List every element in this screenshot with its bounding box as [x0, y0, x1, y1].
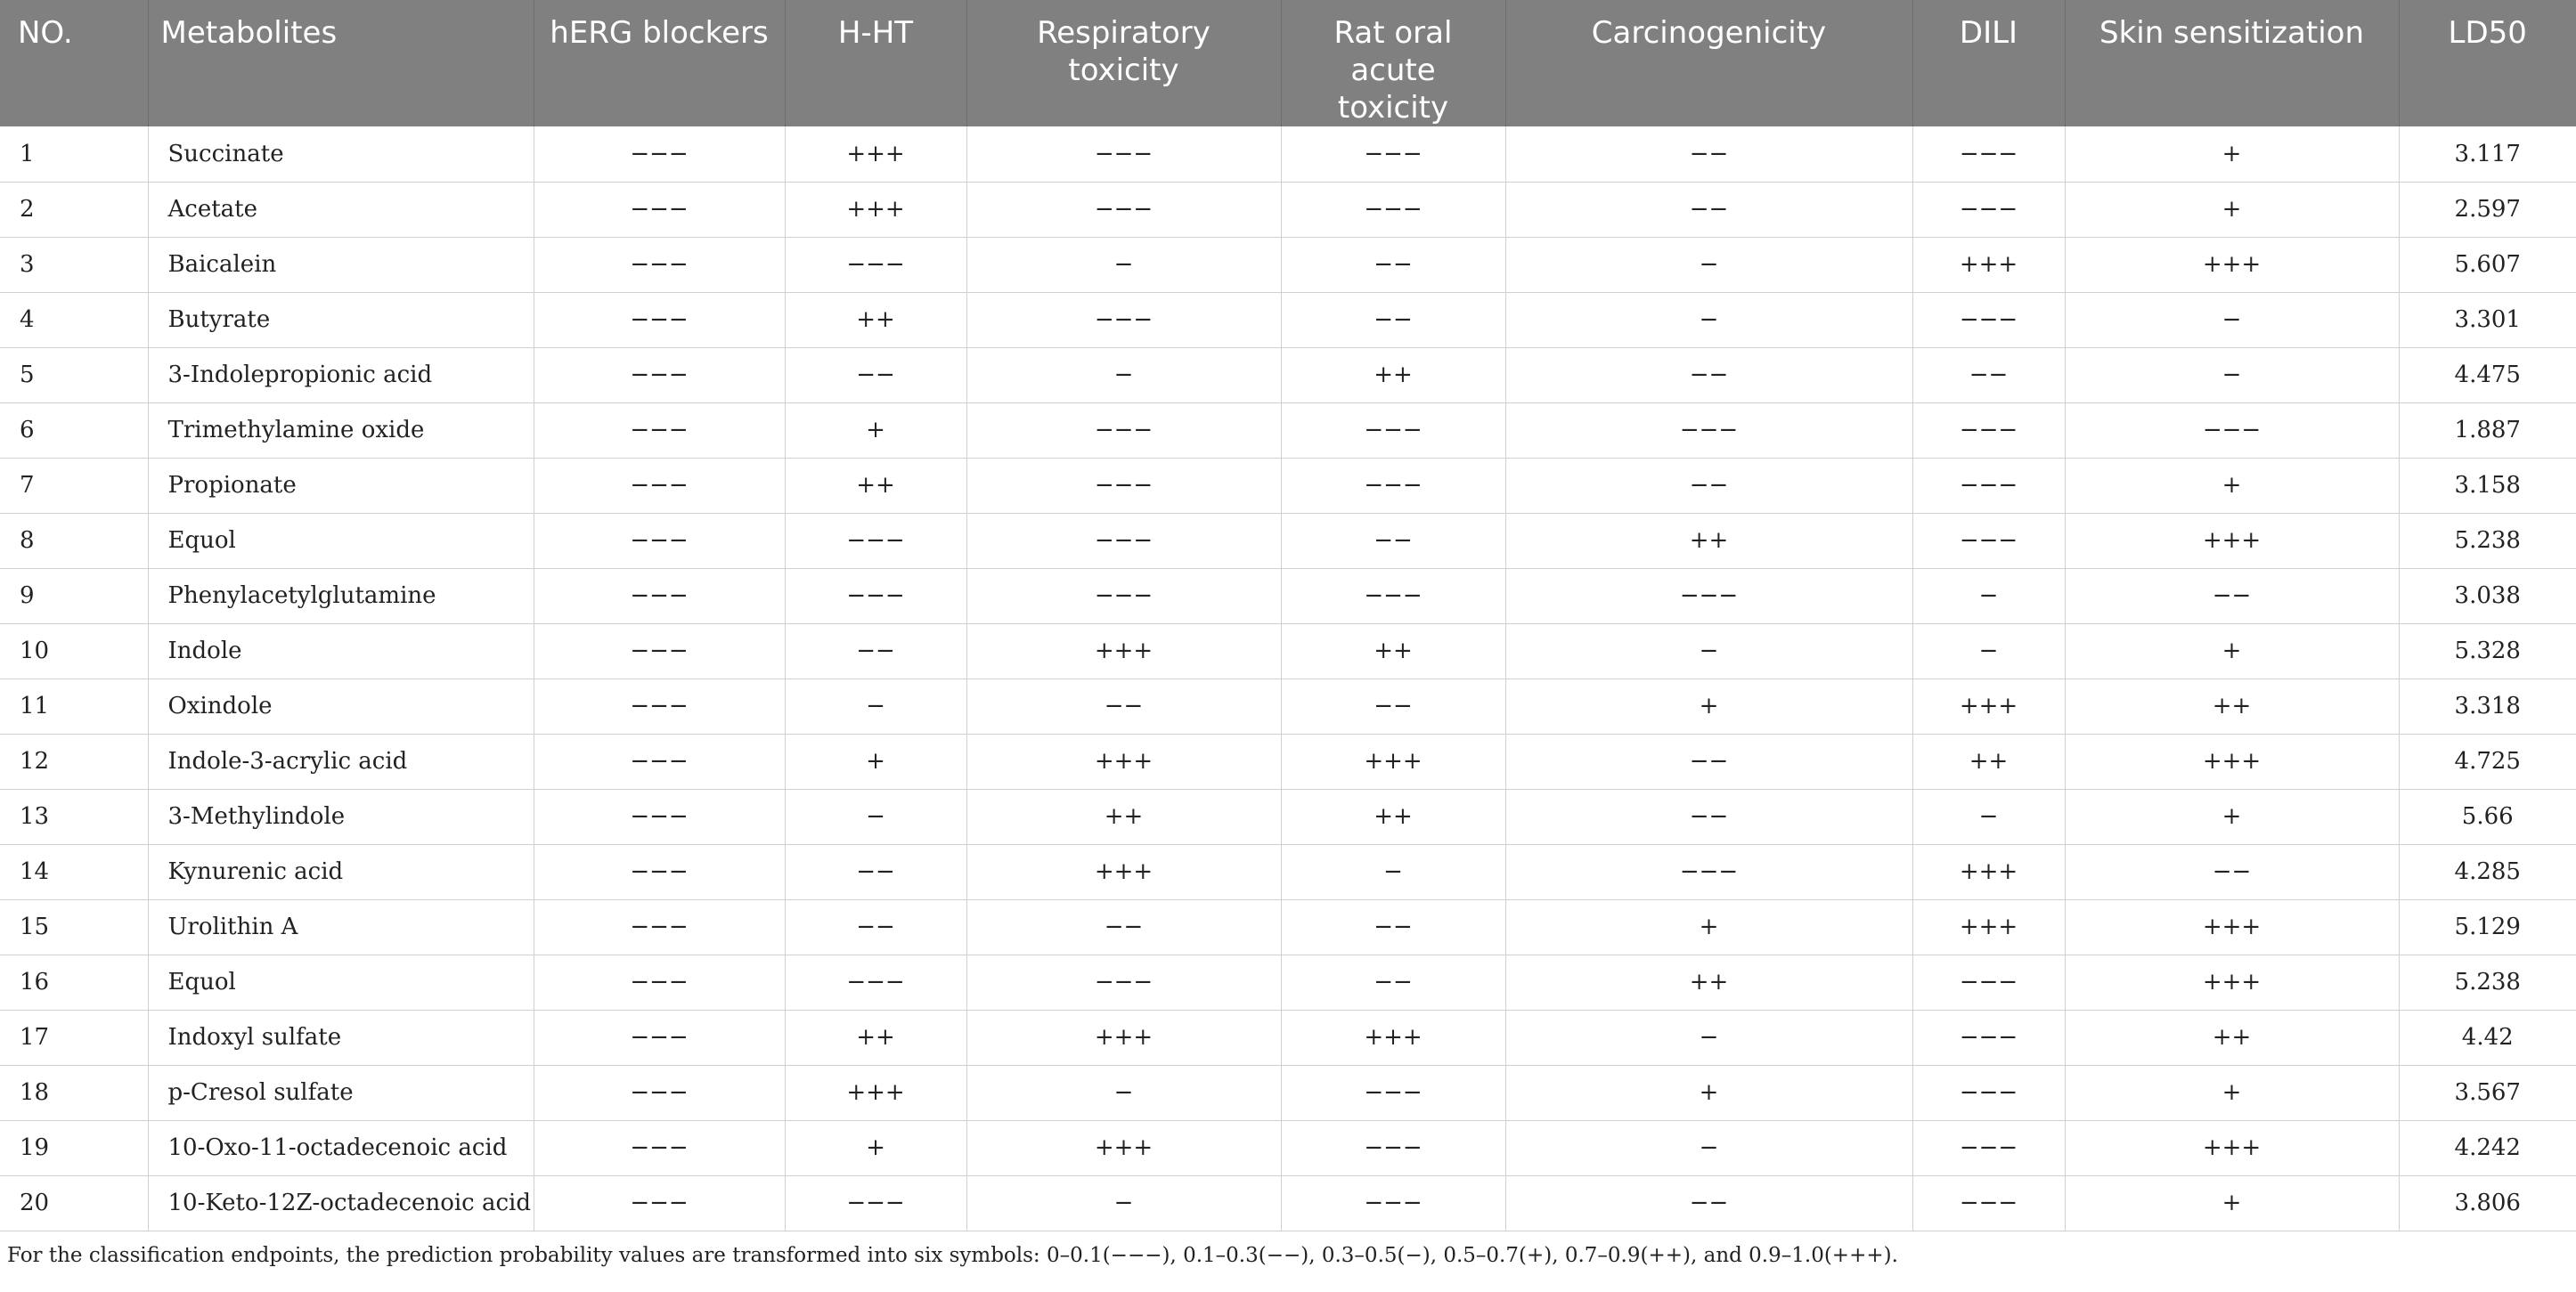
table-cell: −: [966, 347, 1281, 402]
table-cell: −−−: [1505, 568, 1912, 623]
table-cell: Acetate: [148, 182, 534, 237]
table-cell: ++: [1505, 955, 1912, 1010]
table-cell: +: [785, 734, 966, 789]
table-cell: −−−: [785, 955, 966, 1010]
table-cell: +: [2065, 458, 2399, 513]
table-row: [0, 955, 2576, 1010]
table-cell: −−: [1505, 126, 1912, 182]
table-body: [0, 126, 2576, 1231]
table-cell: 19: [0, 1120, 148, 1175]
table-cell: 3-Indolepropionic acid: [148, 347, 534, 402]
table-cell: +++: [2065, 955, 2399, 1010]
table-cell: +++: [785, 182, 966, 237]
table-cell: Butyrate: [148, 292, 534, 347]
table-cell: Phenylacetylglutamine: [148, 568, 534, 623]
table-cell: ++: [2065, 679, 2399, 734]
table-cell: 3-Methylindole: [148, 789, 534, 844]
table-cell: −−−: [534, 237, 785, 292]
table-cell: 3.117: [2399, 126, 2576, 182]
table-cell: 3.806: [2399, 1175, 2576, 1231]
table-cell: −−: [1281, 955, 1505, 1010]
table-cell: +: [785, 402, 966, 458]
table-cell: −: [1912, 623, 2065, 679]
table-cell: −−−: [966, 458, 1281, 513]
table-cell: −−−: [1912, 513, 2065, 568]
table-cell: 10: [0, 623, 148, 679]
table-cell: +: [1505, 1065, 1912, 1120]
table-cell: −: [1505, 237, 1912, 292]
column-header: Skin sensitization: [2065, 0, 2399, 126]
table-cell: 4.42: [2399, 1010, 2576, 1065]
table-cell: 2.597: [2399, 182, 2576, 237]
table-cell: −: [2065, 347, 2399, 402]
table-cell: +++: [2065, 513, 2399, 568]
table-cell: −−: [1505, 734, 1912, 789]
table-cell: −−: [1281, 899, 1505, 955]
table-cell: Oxindole: [148, 679, 534, 734]
table-cell: −: [1505, 1120, 1912, 1175]
table-cell: +++: [2065, 734, 2399, 789]
table-cell: −−−: [1912, 458, 2065, 513]
table-row: [0, 458, 2576, 513]
table-row: [0, 844, 2576, 899]
table-cell: −−−: [1505, 402, 1912, 458]
table-cell: −−: [966, 899, 1281, 955]
table-cell: 3.318: [2399, 679, 2576, 734]
table-cell: 4: [0, 292, 148, 347]
table-cell: 3.158: [2399, 458, 2576, 513]
table-cell: 2: [0, 182, 148, 237]
table-cell: +++: [2065, 237, 2399, 292]
table-cell: −−: [785, 844, 966, 899]
table-cell: Urolithin A: [148, 899, 534, 955]
table-cell: 5.238: [2399, 513, 2576, 568]
table-cell: +: [2065, 182, 2399, 237]
table-cell: Succinate: [148, 126, 534, 182]
table-row: [0, 568, 2576, 623]
table-cell: −−: [1912, 347, 2065, 402]
table-cell: −−: [1505, 182, 1912, 237]
table-header: [0, 0, 2576, 126]
table-cell: −−−: [1912, 1065, 2065, 1120]
table-cell: +++: [2065, 899, 2399, 955]
table-cell: −−−: [1281, 458, 1505, 513]
table-cell: +++: [966, 1010, 1281, 1065]
table-cell: 3.301: [2399, 292, 2576, 347]
column-header: H-HT: [785, 0, 966, 126]
table-cell: ++: [785, 1010, 966, 1065]
table-cell: 4.285: [2399, 844, 2576, 899]
column-header: DILI: [1912, 0, 2065, 126]
table-cell: −−−: [534, 513, 785, 568]
table-row: [0, 734, 2576, 789]
table-cell: 1: [0, 126, 148, 182]
table-cell: +: [1505, 899, 1912, 955]
table-cell: −−−: [2065, 402, 2399, 458]
table-cell: −−: [1281, 237, 1505, 292]
table-cell: −−−: [1912, 292, 2065, 347]
table-cell: −−: [785, 347, 966, 402]
table-cell: −: [785, 679, 966, 734]
table-cell: −−−: [534, 1010, 785, 1065]
table-cell: −−−: [534, 568, 785, 623]
table-cell: +: [785, 1120, 966, 1175]
table-row: [0, 679, 2576, 734]
table-cell: +++: [1912, 679, 2065, 734]
table-cell: p-Cresol sulfate: [148, 1065, 534, 1120]
table-cell: −−−: [1912, 1175, 2065, 1231]
table-cell: 1.887: [2399, 402, 2576, 458]
table-cell: −−−: [1281, 1065, 1505, 1120]
table-cell: ++: [966, 789, 1281, 844]
table-cell: +: [2065, 623, 2399, 679]
table-cell: Indole-3-acrylic acid: [148, 734, 534, 789]
table-cell: 16: [0, 955, 148, 1010]
table-cell: −−−: [534, 955, 785, 1010]
table-cell: −−−: [1912, 955, 2065, 1010]
table-cell: −−−: [1281, 126, 1505, 182]
header-row: [0, 0, 2576, 126]
column-header: Metabolites: [148, 0, 534, 126]
table-cell: +++: [966, 623, 1281, 679]
table-cell: 3.567: [2399, 1065, 2576, 1120]
table-cell: ++: [1281, 789, 1505, 844]
table-cell: −−−: [534, 679, 785, 734]
table-row: [0, 292, 2576, 347]
table-cell: −−−: [966, 126, 1281, 182]
table-row: [0, 237, 2576, 292]
table-cell: −−−: [785, 237, 966, 292]
table-cell: 13: [0, 789, 148, 844]
table-footnote: For the classification endpoints, the prediction probability values are transformed into six symbols: 0–0.1(−−−), 0.1–0.3(−−), 0.3–0.5(−), 0.5–0.7(+), 0.7–0.9(++), and 0.9–1.0(+++).: [7, 1243, 1898, 1267]
table-cell: −−: [966, 679, 1281, 734]
table-row: [0, 1065, 2576, 1120]
table-cell: −−−: [534, 182, 785, 237]
table-cell: −−: [2065, 844, 2399, 899]
table-row: [0, 347, 2576, 402]
table-cell: −−−: [785, 1175, 966, 1231]
table-cell: 3.038: [2399, 568, 2576, 623]
table-cell: +: [2065, 1065, 2399, 1120]
table-cell: 20: [0, 1175, 148, 1231]
table-cell: +++: [966, 734, 1281, 789]
table-cell: −: [966, 1175, 1281, 1231]
table-row: [0, 513, 2576, 568]
table-cell: +: [2065, 1175, 2399, 1231]
table-cell: −−−: [1912, 126, 2065, 182]
table-cell: ++: [1281, 347, 1505, 402]
table-row: [0, 402, 2576, 458]
table-cell: −−−: [1281, 182, 1505, 237]
table-cell: Indoxyl sulfate: [148, 1010, 534, 1065]
table-cell: −−−: [1912, 182, 2065, 237]
table-row: [0, 126, 2576, 182]
table-cell: 10-Oxo-11-octadecenoic acid: [148, 1120, 534, 1175]
table-cell: −−−: [1912, 1120, 2065, 1175]
column-header: NO.: [0, 0, 148, 126]
table-cell: −: [966, 237, 1281, 292]
table-cell: −−: [1505, 789, 1912, 844]
table-row: [0, 1010, 2576, 1065]
table-cell: −−−: [966, 568, 1281, 623]
table-cell: −−−: [1281, 1175, 1505, 1231]
table-cell: +++: [1912, 237, 2065, 292]
table-cell: −−−: [966, 292, 1281, 347]
table-cell: ++: [2065, 1010, 2399, 1065]
table-cell: 5.129: [2399, 899, 2576, 955]
table-cell: −−: [2065, 568, 2399, 623]
table-cell: 3: [0, 237, 148, 292]
table-cell: +++: [1281, 734, 1505, 789]
table-cell: −−−: [534, 899, 785, 955]
table-cell: 11: [0, 679, 148, 734]
table-cell: 4.242: [2399, 1120, 2576, 1175]
table-cell: +++: [785, 1065, 966, 1120]
table-cell: +++: [1912, 844, 2065, 899]
table-cell: +++: [1281, 1010, 1505, 1065]
table-cell: +++: [966, 1120, 1281, 1175]
table-row: [0, 789, 2576, 844]
table-cell: 4.475: [2399, 347, 2576, 402]
table-cell: −−−: [1281, 568, 1505, 623]
table-cell: +++: [785, 126, 966, 182]
table-cell: Propionate: [148, 458, 534, 513]
table-cell: Kynurenic acid: [148, 844, 534, 899]
table-cell: +: [1505, 679, 1912, 734]
table-cell: −: [1912, 568, 2065, 623]
table-cell: −−−: [966, 513, 1281, 568]
column-header: hERG blockers: [534, 0, 785, 126]
table-cell: −−−: [534, 402, 785, 458]
table-row: [0, 623, 2576, 679]
table-cell: 17: [0, 1010, 148, 1065]
table-cell: −−−: [534, 126, 785, 182]
table-cell: −−−: [1281, 1120, 1505, 1175]
table-row: [0, 899, 2576, 955]
table-cell: −−−: [785, 513, 966, 568]
table-cell: +: [2065, 789, 2399, 844]
table-cell: −−: [1281, 513, 1505, 568]
table-cell: +++: [966, 844, 1281, 899]
table-cell: −: [1505, 1010, 1912, 1065]
table-cell: +: [2065, 126, 2399, 182]
table-cell: −: [1912, 789, 2065, 844]
table-cell: 18: [0, 1065, 148, 1120]
table-cell: −−: [785, 899, 966, 955]
column-header: Carcinogenicity: [1505, 0, 1912, 126]
table-cell: 5.328: [2399, 623, 2576, 679]
table-cell: −−: [1505, 458, 1912, 513]
table-cell: +++: [2065, 1120, 2399, 1175]
table-cell: −−: [1505, 347, 1912, 402]
table-cell: −−−: [1912, 402, 2065, 458]
table-row: [0, 182, 2576, 237]
table-cell: Equol: [148, 513, 534, 568]
table-cell: 6: [0, 402, 148, 458]
table-cell: −−−: [1912, 1010, 2065, 1065]
table-cell: ++: [1912, 734, 2065, 789]
table-cell: Equol: [148, 955, 534, 1010]
table-cell: −: [966, 1065, 1281, 1120]
table-cell: −−−: [1281, 402, 1505, 458]
table-cell: 14: [0, 844, 148, 899]
table-cell: −−−: [534, 1120, 785, 1175]
table-cell: −−−: [534, 1175, 785, 1231]
table-cell: +++: [1912, 899, 2065, 955]
table-cell: Trimethylamine oxide: [148, 402, 534, 458]
table-cell: −: [2065, 292, 2399, 347]
table-cell: −−−: [966, 402, 1281, 458]
table-cell: −−−: [534, 623, 785, 679]
table-cell: −−−: [534, 734, 785, 789]
table-cell: 5: [0, 347, 148, 402]
table-cell: −−−: [785, 568, 966, 623]
table-cell: 8: [0, 513, 148, 568]
table-cell: −: [785, 789, 966, 844]
table-row: [0, 1175, 2576, 1231]
table-cell: 4.725: [2399, 734, 2576, 789]
table-cell: −: [1281, 844, 1505, 899]
table-cell: −−−: [534, 844, 785, 899]
table-cell: 12: [0, 734, 148, 789]
column-header: LD50: [2399, 0, 2576, 126]
table-cell: 9: [0, 568, 148, 623]
table-cell: 10-Keto-12Z-octadecenoic acid: [148, 1175, 534, 1231]
table-cell: −−−: [534, 789, 785, 844]
table-cell: ++: [1505, 513, 1912, 568]
table-cell: 7: [0, 458, 148, 513]
table-cell: Indole: [148, 623, 534, 679]
table-cell: 5.66: [2399, 789, 2576, 844]
table-cell: ++: [1281, 623, 1505, 679]
table-cell: 15: [0, 899, 148, 955]
table-cell: −−−: [534, 1065, 785, 1120]
table-cell: −−−: [966, 182, 1281, 237]
table-cell: −: [1505, 292, 1912, 347]
table-cell: −−−: [1505, 844, 1912, 899]
table-cell: −: [1505, 623, 1912, 679]
table-row: [0, 1120, 2576, 1175]
table-cell: −−−: [534, 292, 785, 347]
column-header: Rat oral acute toxicity: [1281, 0, 1505, 126]
column-header: Respiratory toxicity: [966, 0, 1281, 126]
table-cell: −−: [1505, 1175, 1912, 1231]
table-cell: −−: [785, 623, 966, 679]
table-cell: −−−: [534, 347, 785, 402]
table-cell: −−: [1281, 679, 1505, 734]
table-cell: 5.238: [2399, 955, 2576, 1010]
table-cell: −−−: [966, 955, 1281, 1010]
table-cell: −−: [1281, 292, 1505, 347]
table-cell: −−−: [534, 458, 785, 513]
table-cell: ++: [785, 292, 966, 347]
table-cell: ++: [785, 458, 966, 513]
table-cell: Baicalein: [148, 237, 534, 292]
table-cell: 5.607: [2399, 237, 2576, 292]
